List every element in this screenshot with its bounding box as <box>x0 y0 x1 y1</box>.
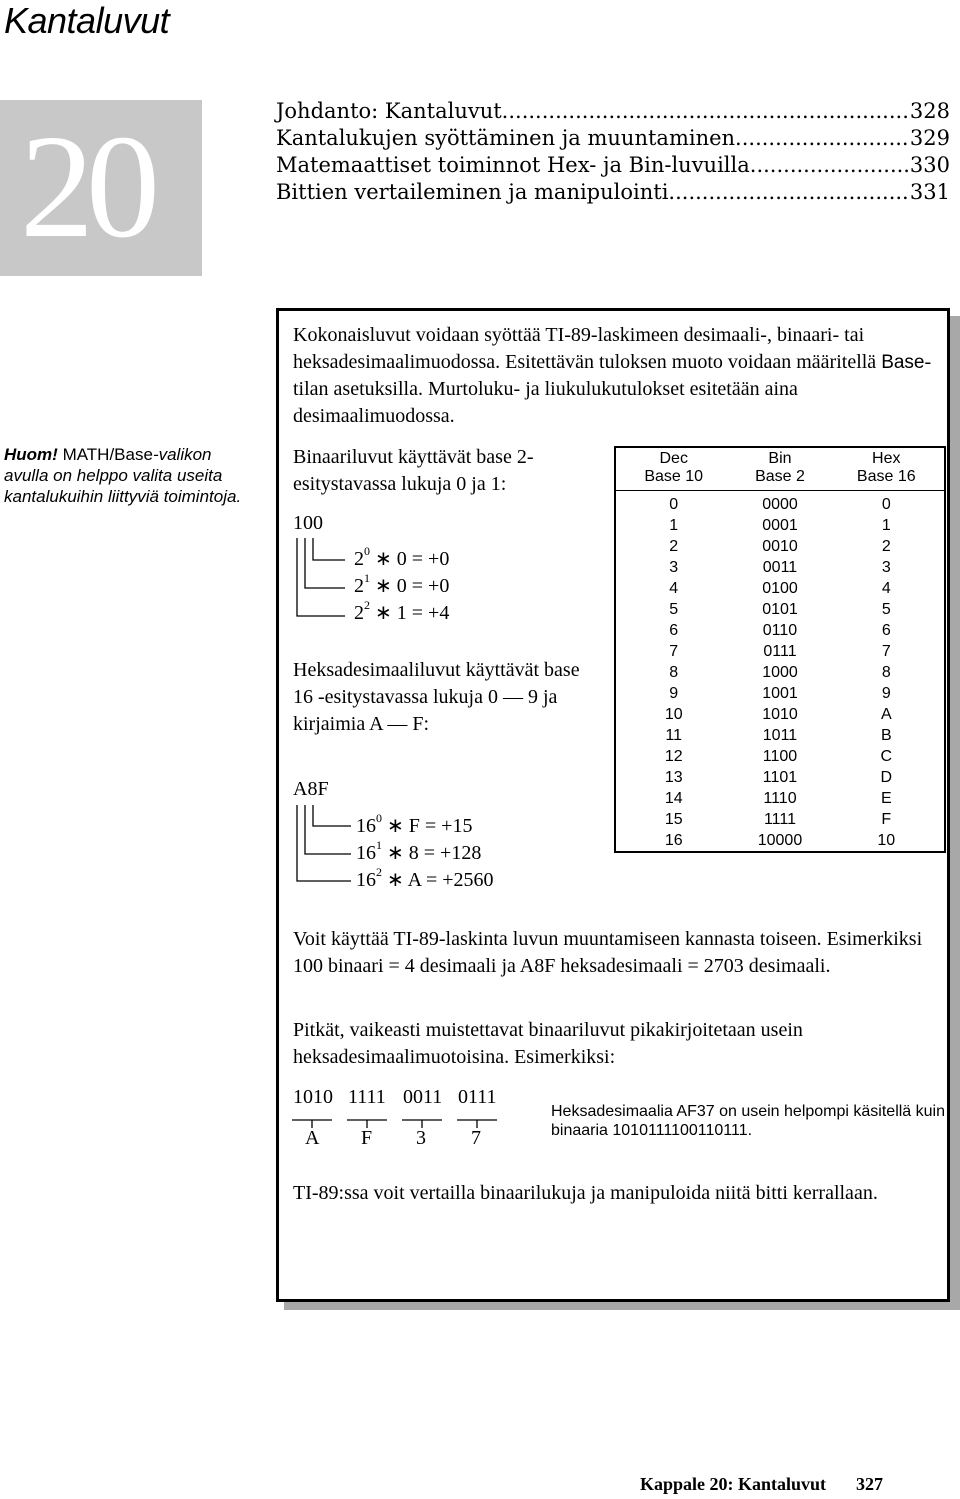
note-text: -valikon avulla on helppo valita useita kantalukuihin liittyviä toimintoja. <box>4 445 242 506</box>
table-row <box>615 620 945 641</box>
chapter-number: 20 <box>20 105 152 269</box>
toc-entry[interactable] <box>276 152 950 179</box>
binary-term: $2^0$ ∗ 0 = +0 <box>354 544 450 570</box>
table-row <box>615 599 945 620</box>
hex-term: $16^2$ ∗ A = +2560 <box>356 865 494 891</box>
cell-bin: 1011 <box>762 727 798 744</box>
toc-entry[interactable] <box>276 125 950 152</box>
toc-entry-text: Johdanto: Kantaluvut <box>276 99 502 123</box>
cell-bin: 1001 <box>762 685 798 702</box>
cell-hex: E <box>880 790 892 807</box>
hex-callout: Heksadesimaalia AF37 on usein helpompi käsitellä kuin binaaria 1010111100110111. <box>551 1103 945 1139</box>
header-bin: Bin Base 2 <box>731 447 828 491</box>
toc-entry-text: Kantalukujen syöttäminen ja muuntaminen <box>276 126 736 150</box>
toc-leader <box>735 125 908 152</box>
bracket-line-2 <box>297 538 345 616</box>
cell-hex: 4 <box>881 580 891 597</box>
table-row <box>615 557 945 578</box>
side-note <box>4 444 254 507</box>
cell-hex: 9 <box>881 685 891 702</box>
binary-term: $2^1$ ∗ 0 = +0 <box>354 571 450 597</box>
hex-term: $16^0$ ∗ F = +15 <box>356 811 473 837</box>
cell-dec: 10 <box>664 706 683 723</box>
toc-entry-page: 330 <box>909 153 950 177</box>
table-row <box>615 641 945 662</box>
header-dec: Dec Base 10 <box>615 447 731 491</box>
cell-dec: 12 <box>664 748 683 765</box>
bracket-line-0 <box>313 538 345 560</box>
cell-bin: 1111 <box>763 811 796 828</box>
cell-dec: 16 <box>664 832 683 849</box>
cell-dec: 11 <box>665 727 683 744</box>
nibble-binary: 1010 <box>293 1086 333 1108</box>
toc-leader <box>502 98 908 125</box>
base-conversion-table <box>614 446 946 853</box>
cell-hex: 6 <box>881 622 891 639</box>
binary-number: 100 <box>293 512 323 534</box>
cell-bin: 0001 <box>762 517 798 534</box>
cell-dec: 14 <box>664 790 683 807</box>
cell-hex: C <box>880 748 893 765</box>
cell-bin: 1010 <box>762 706 798 723</box>
cell-bin: 1000 <box>762 664 798 681</box>
footer-text: Kappale 20: Kantaluvut <box>640 1474 827 1494</box>
hex-term: $16^1$ ∗ 8 = +128 <box>356 838 482 864</box>
cell-dec: 7 <box>669 643 679 660</box>
table-row <box>615 491 945 516</box>
cell-bin: 0010 <box>762 538 798 555</box>
cell-hex: 8 <box>881 664 891 681</box>
table-body <box>615 491 945 853</box>
cell-bin: 0011 <box>762 559 798 576</box>
nibble-binary: 1111 <box>348 1086 386 1108</box>
binary-term: $2^2$ ∗ 1 = +4 <box>354 598 450 624</box>
nibble-binary: 0011 <box>403 1086 443 1108</box>
nibble-hex: F <box>361 1127 373 1149</box>
nibble-hex: A <box>305 1127 320 1149</box>
cell-bin: 0101 <box>762 601 798 618</box>
chapter-title: Kantaluvut <box>4 0 170 41</box>
nibble-connectors <box>290 1110 520 1128</box>
cell-hex: 5 <box>881 601 891 618</box>
table-row <box>615 536 945 557</box>
hex-number: A8F <box>293 778 329 800</box>
cell-bin: 1101 <box>762 769 798 786</box>
cell-dec: 2 <box>669 538 679 555</box>
toc-entry-text: Matemaattiset toiminnot Hex- ja Bin-luvuilla <box>276 153 750 177</box>
bracket-line-0 <box>313 805 351 826</box>
cell-bin: 0100 <box>762 580 798 597</box>
cell-hex: 0 <box>881 496 891 513</box>
note-key: MATH/Base <box>62 445 153 464</box>
table-row <box>615 767 945 788</box>
binary-bracket-diagram <box>293 538 363 624</box>
table-row <box>615 746 945 767</box>
table-row <box>615 578 945 599</box>
hex-bracket-diagram <box>293 805 363 887</box>
cell-dec: 15 <box>664 811 683 828</box>
bit-paragraph: TI-89:ssa voit vertailla binaarilukuja ja manipuloida niitä bitti kerrallaan. <box>293 1182 878 1204</box>
cell-dec: 1 <box>669 517 679 534</box>
cell-dec: 6 <box>669 622 679 639</box>
cell-bin: 10000 <box>757 832 803 849</box>
nibble-hex: 7 <box>471 1127 481 1149</box>
example-paragraph: Voit käyttää TI-89-laskinta luvun muuntamiseen kannasta toiseen. Esimerkiksi 100 binaari = 4 desimaali ja A8F heksadesimaali = 2703 desimaali. <box>293 928 923 977</box>
cell-bin: 0111 <box>763 643 797 660</box>
toc-leader <box>750 152 908 179</box>
bracket-line-1 <box>305 538 345 588</box>
cell-hex: B <box>880 727 892 744</box>
cell-dec: 4 <box>669 580 679 597</box>
cell-hex: 2 <box>881 538 891 555</box>
intro-text-a: Kokonaisluvut voidaan syöttää TI-89-laskimeen desimaali-, binaari- tai heksadesimaalimuodossa. Esitettävän tuloksen muoto voidaan määritellä <box>293 324 882 373</box>
note-lead: Huom! <box>4 445 58 464</box>
page-footer <box>640 1474 883 1495</box>
nibble-binary: 0111 <box>458 1086 497 1108</box>
cell-hex: 1 <box>881 517 891 534</box>
cell-hex: F <box>881 811 892 828</box>
shorthand-paragraph: Pitkät, vaikeasti muistettavat binaariluvut pikakirjoitetaan usein heksadesimaalimuotoisina. Esimerkiksi: <box>293 1019 803 1068</box>
table-row <box>615 515 945 536</box>
cell-hex: A <box>880 706 892 723</box>
table-row <box>615 704 945 725</box>
bracket-line-1 <box>305 805 351 854</box>
cell-bin: 1100 <box>762 748 798 765</box>
header-hex: Hex Base 16 <box>829 447 945 491</box>
hex-intro: Heksadesimaaliluvut käyttävät base 16 -esitystavassa lukuja 0 — 9 ja kirjaimia A — F: <box>293 659 580 735</box>
toc-leader <box>668 179 907 206</box>
table-row <box>615 830 945 852</box>
cell-hex: 10 <box>877 832 896 849</box>
intro-text-b: -tilan asetuksilla. Murtoluku- ja liukulukutulokset esitetään aina desimaalimuodossa. <box>293 351 932 427</box>
intro-key: Base <box>881 352 925 373</box>
table-row <box>615 788 945 809</box>
toc-entry-page: 331 <box>909 180 950 204</box>
cell-dec: 3 <box>669 559 679 576</box>
cell-bin: 0110 <box>762 622 798 639</box>
cell-bin: 1110 <box>763 790 797 807</box>
toc-entry-page: 328 <box>909 99 950 123</box>
table-header-row <box>615 447 945 491</box>
cell-dec: 5 <box>669 601 679 618</box>
table-row <box>615 662 945 683</box>
table-row <box>615 725 945 746</box>
toc-entry-text: Bittien vertaileminen ja manipulointi <box>276 180 669 204</box>
cell-hex: 7 <box>881 643 891 660</box>
toc-entry[interactable] <box>276 98 950 125</box>
binary-intro: Binaariluvut käyttävät base 2-esitystavassa lukuja 0 ja 1: <box>293 446 534 495</box>
cell-dec: 13 <box>664 769 683 786</box>
cell-dec: 9 <box>669 685 679 702</box>
table-row <box>615 809 945 830</box>
cell-dec: 0 <box>669 496 679 513</box>
toc-entry[interactable] <box>276 179 950 206</box>
nibble-hex: 3 <box>416 1127 426 1149</box>
cell-hex: D <box>880 769 893 786</box>
intro-paragraph <box>293 322 943 430</box>
table-row <box>615 683 945 704</box>
cell-hex: 3 <box>881 559 891 576</box>
toc-entry-page: 329 <box>909 126 950 150</box>
cell-bin: 0000 <box>762 496 798 513</box>
footer-page: 327 <box>856 1474 884 1494</box>
cell-dec: 8 <box>669 664 679 681</box>
